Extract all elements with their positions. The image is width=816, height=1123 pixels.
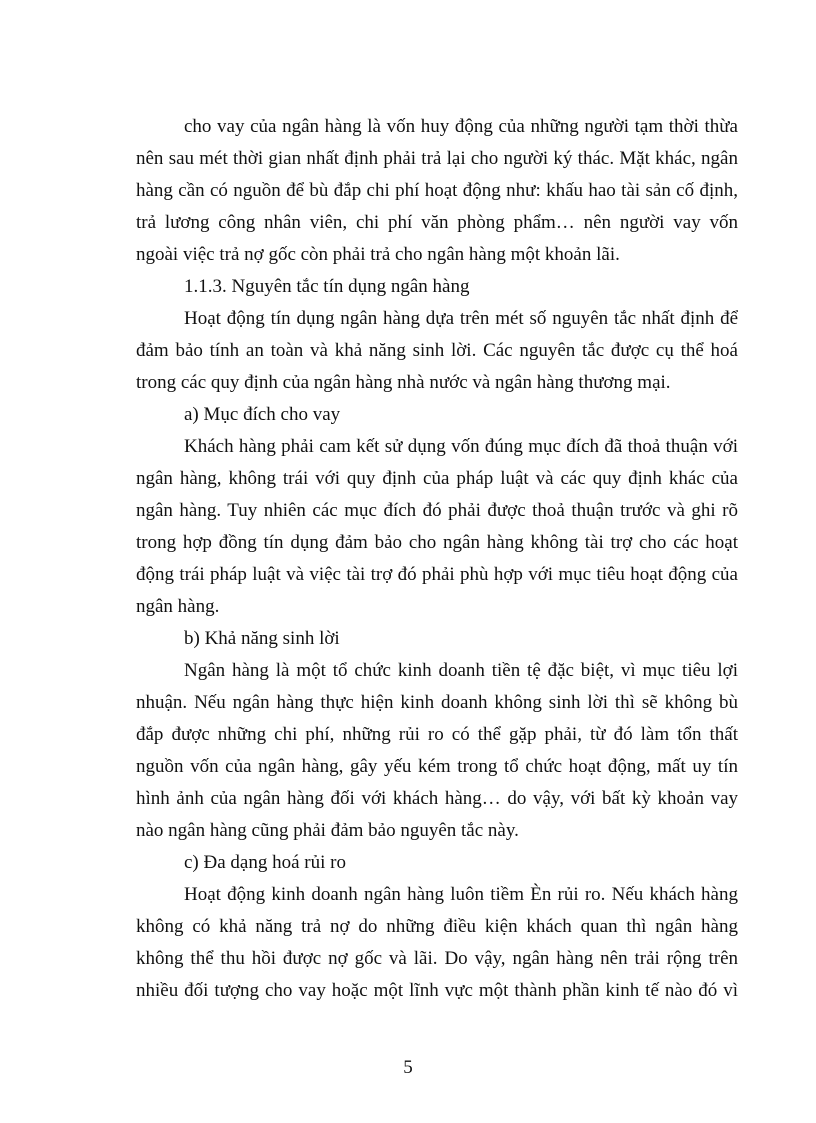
text-line: đắp được những chi phí, những rủi ro có thể gặp phải, từ đó làm tổn thất bbox=[136, 724, 738, 745]
subsection-heading: b) Khả năng sinh lời bbox=[184, 628, 340, 649]
subsection-heading: a) Mục đích cho vay bbox=[184, 404, 341, 425]
text-line: hàng cần có nguồn để bù đắp chi phí hoạt động như: khấu hao tài sản cố định, bbox=[136, 180, 738, 201]
text-line: không thể thu hồi được nợ gốc và lãi. Do vậy, ngân hàng nên trải rộng trên bbox=[136, 948, 738, 969]
text-line: động trái pháp luật và việc tài trợ đó phải phù hợp với mục tiêu hoạt động của bbox=[136, 564, 738, 585]
text-line: ngoài việc trả nợ gốc còn phải trả cho ngân hàng một khoản lãi. bbox=[136, 244, 620, 265]
text-line: không có khả năng trả nợ do những điều kiện khách quan thì ngân hàng bbox=[136, 916, 738, 937]
text-line: Khách hàng phải cam kết sử dụng vốn đúng mục đích đã thoả thuận với bbox=[184, 436, 738, 457]
text-line: đảm bảo tính an toàn và khả năng sinh lời. Các nguyên tắc được cụ thể hoá bbox=[136, 340, 738, 361]
text-line: ngân hàng. Tuy nhiên các mục đích đó phải được thoả thuận trước và ghi rõ bbox=[136, 500, 738, 521]
subsection-heading: c) Đa dạng hoá rủi ro bbox=[184, 852, 346, 873]
text-line: nguồn vốn của ngân hàng, gây yếu kém trong tổ chức hoạt động, mất uy tín bbox=[136, 756, 738, 777]
text-line: ngân hàng. bbox=[136, 596, 220, 617]
text-line: nào ngân hàng cũng phải đảm bảo nguyên tắc này. bbox=[136, 820, 519, 841]
text-line: Hoạt động tín dụng ngân hàng dựa trên mét số nguyên tắc nhất định để bbox=[184, 308, 738, 329]
page-number: 5 bbox=[403, 1057, 413, 1078]
text-line: Ngân hàng là một tổ chức kinh doanh tiền tệ đặc biệt, vì mục tiêu lợi bbox=[184, 660, 738, 681]
text-line: trả lương công nhân viên, chi phí văn phòng phẩm… nên người vay vốn bbox=[136, 212, 738, 233]
text-line: hình ảnh của ngân hàng đối với khách hàng… do vậy, với bất kỳ khoản vay bbox=[136, 788, 738, 809]
text-line: nhiều đối tượng cho vay hoặc một lĩnh vực một thành phần kinh tế nào đó vì bbox=[136, 980, 738, 1001]
section-heading: 1.1.3. Nguyên tắc tín dụng ngân hàng bbox=[184, 276, 470, 297]
text-line: Hoạt động kinh doanh ngân hàng luôn tiềm Èn rủi ro. Nếu khách hàng bbox=[184, 884, 738, 905]
text-line: nên sau mét thời gian nhất định phải trả lại cho người ký thác. Mặt khác, ngân bbox=[136, 148, 738, 169]
text-line: cho vay của ngân hàng là vốn huy động của những người tạm thời thừa bbox=[184, 116, 738, 137]
text-line: nhuận. Nếu ngân hàng thực hiện kinh doanh không sinh lời thì sẽ không bù bbox=[136, 692, 738, 713]
text-line: trong hợp đồng tín dụng đảm bảo cho ngân hàng không tài trợ cho các hoạt bbox=[136, 532, 738, 553]
text-line: ngân hàng, không trái với quy định của pháp luật và các quy định khác của bbox=[136, 468, 738, 489]
text-line: trong các quy định của ngân hàng nhà nước và ngân hàng thương mại. bbox=[136, 372, 671, 393]
